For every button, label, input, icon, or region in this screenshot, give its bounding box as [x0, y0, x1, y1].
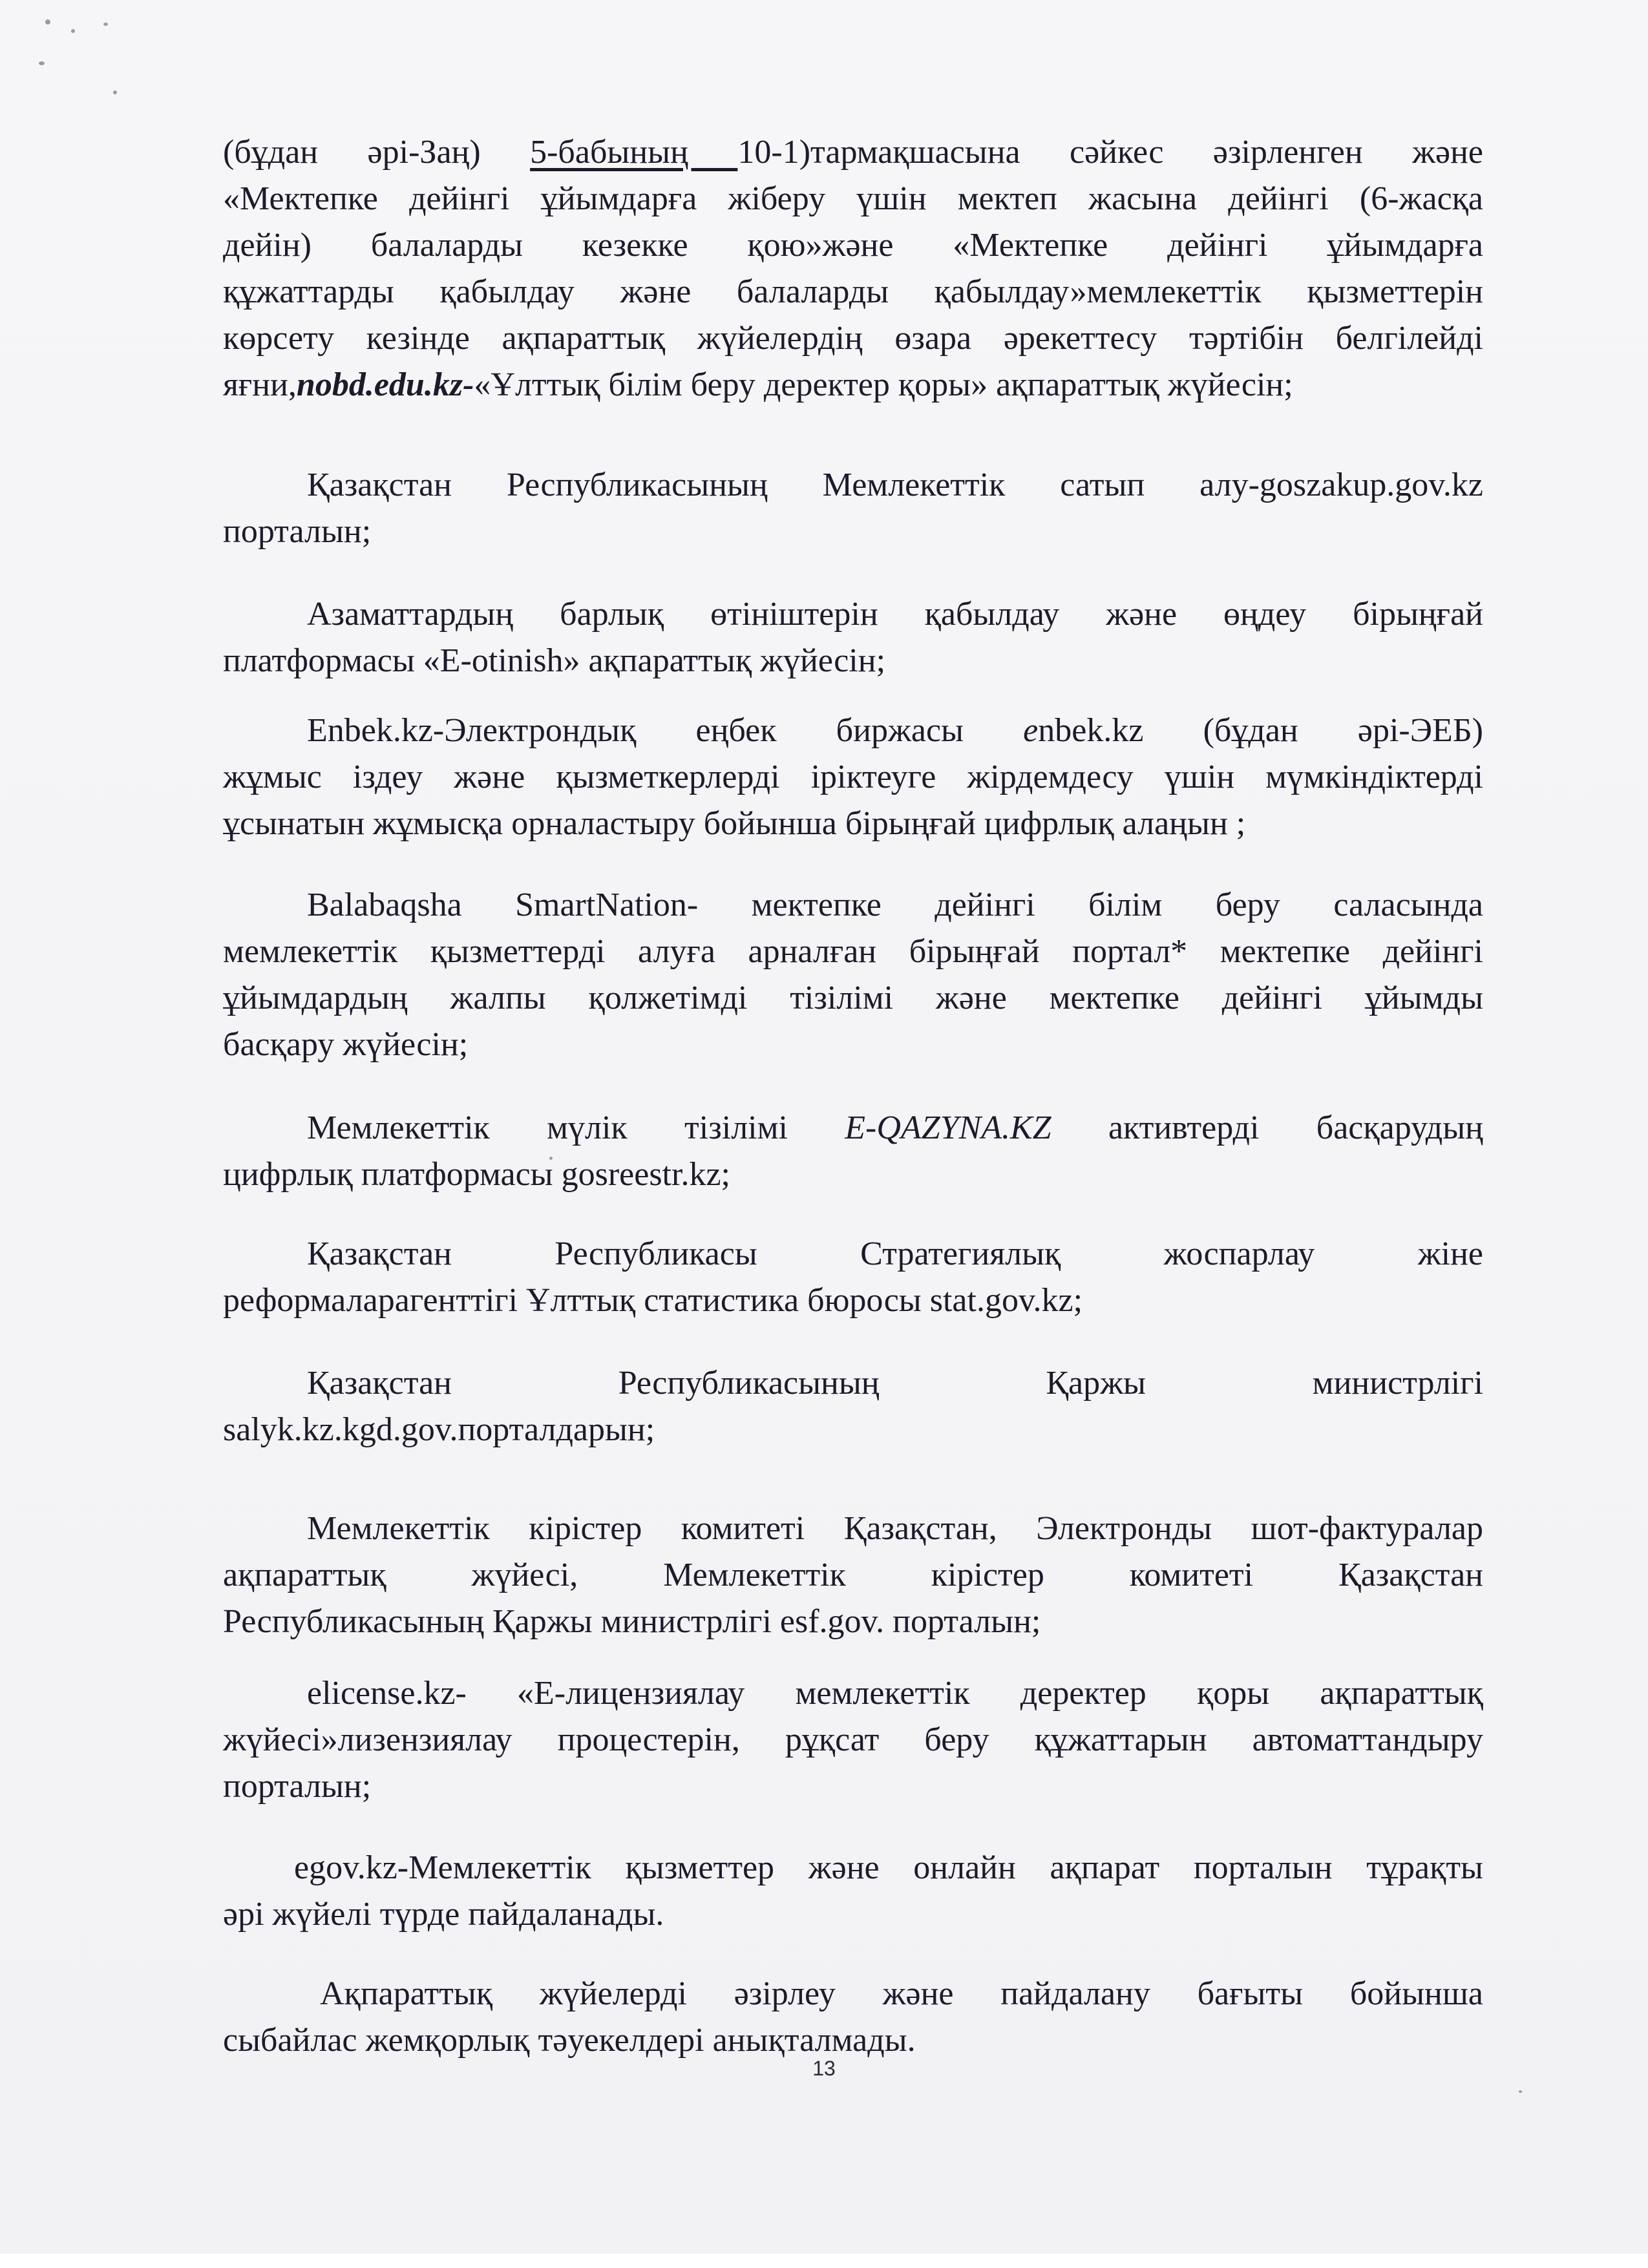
scan-speck — [71, 29, 75, 33]
text-line — [223, 591, 1483, 638]
text-run: Ақпараттық жүйелерді әзірлеу және пайдалану бағыты бойынша — [320, 1975, 1483, 2012]
text-run: Қазақстан Республикасының Мемлекеттік сатып алу-goszakup.gov.kz — [307, 467, 1483, 503]
text-line — [223, 1105, 1483, 1151]
text-run: Мемлекеттік мүлік тізілімі — [307, 1109, 845, 1146]
scan-speck — [45, 19, 50, 25]
text-run: Қазақстан Республикасы Стратегиялық жоспарлау жіне — [307, 1235, 1483, 1272]
page-number: 13 — [812, 2057, 836, 2080]
text-line — [223, 509, 1483, 555]
paragraph — [223, 1971, 1483, 2064]
text-line — [223, 222, 1483, 269]
text-line — [223, 315, 1483, 362]
text-line — [223, 754, 1483, 801]
page-bottom-edge — [0, 2254, 1648, 2268]
text-run: nbek.kz (бұдан әрі-ЭЕБ) — [1038, 712, 1484, 749]
text-run: мемлекеттік қызметтерді алуға арналған бірыңғай портал* мектепке дейінгі — [223, 933, 1483, 970]
text-line — [223, 1151, 1483, 1198]
text-run: платформасы «E-otinish» ақпараттық жүйесін; — [223, 642, 886, 679]
text-run: дейін) балаларды кезекке қою»және «Мектепке дейінгі ұйымдарға — [223, 227, 1483, 264]
text-line — [223, 638, 1483, 684]
text-run: яғни, — [223, 366, 297, 403]
text-run: реформаларагенттігі Ұлттық статистика бюросы stat.gov.kz; — [223, 1282, 1083, 1319]
text-line — [223, 1407, 1483, 1453]
text-run: жұмыс іздеу және қызметкерлерді іріктеуге жірдемдесу үшін мүмкіндіктерді — [223, 759, 1483, 795]
paragraph — [223, 882, 1483, 1068]
text-line — [223, 362, 1483, 408]
text-line — [223, 708, 1483, 754]
text-line — [223, 1717, 1483, 1763]
text-line — [223, 1599, 1483, 1645]
text-line — [223, 1360, 1483, 1407]
text-line — [223, 1763, 1483, 1810]
text-line — [223, 462, 1483, 509]
text-run: egov.kz-Мемлекеттік қызметтер және онлайн ақпарат порталын тұрақты — [294, 1849, 1483, 1886]
scan-speck — [113, 90, 117, 94]
paragraph — [223, 1231, 1483, 1324]
scan-speck — [39, 61, 45, 65]
text-line — [223, 1891, 1483, 1938]
text-line — [223, 2017, 1483, 2064]
paragraph — [223, 1105, 1483, 1198]
text-line — [223, 1845, 1483, 1891]
text-run: (бұдан әрі-Заң) — [223, 134, 531, 171]
scan-speck — [103, 23, 108, 26]
text-run: Азаматтардың барлық өтініштерін қабылдау және өңдеу бірыңғай — [307, 596, 1483, 633]
paragraph — [223, 1506, 1483, 1645]
text-line — [223, 1552, 1483, 1599]
text-run: цифрлық платформасы gosreestr.kz; — [223, 1156, 730, 1193]
text-line — [223, 1022, 1483, 1068]
text-line — [223, 1277, 1483, 1324]
paragraph — [223, 591, 1483, 684]
text-run: әрі жүйелі түрде пайдаланады. — [223, 1896, 664, 1933]
text-run: порталын; — [223, 513, 372, 550]
text-run: көрсету кезінде ақпараттық жүйелердің өзара әрекеттесу тәртібін белгілейді — [223, 320, 1483, 357]
text-run: сыбайлас жемқорлық тәуекелдері анықталмады. — [223, 2022, 916, 2059]
text-line — [223, 1971, 1483, 2017]
text-line — [223, 1231, 1483, 1277]
text-line — [223, 801, 1483, 847]
text-line — [223, 129, 1483, 176]
text-run: Мемлекеттік кірістер комитеті Қазақстан, Электронды шот-фактуралар — [307, 1510, 1483, 1547]
paragraph — [223, 462, 1483, 555]
text-run: Республикасының Қаржы министрлігі esf.gov. порталын; — [223, 1603, 1041, 1640]
text-run: E-QAZYNA.KZ — [845, 1109, 1051, 1146]
scan-speck — [1519, 2090, 1522, 2093]
text-run: elicense.kz- «Е-лицензиялау мемлекеттік деректер қоры ақпараттық — [307, 1675, 1483, 1712]
text-run: Қазақстан Республикасының Қаржы министрлігі — [307, 1365, 1483, 1402]
text-run: 5-бабының — [530, 134, 738, 171]
text-line — [223, 269, 1483, 315]
text-line — [223, 176, 1483, 222]
text-run: nobd.edu.kz- — [296, 366, 474, 403]
text-run: е — [1023, 712, 1039, 749]
paragraph — [223, 1845, 1483, 1938]
text-run: ақпараттық жүйесі, Мемлекеттік кірістер комитеті Қазақстан — [223, 1557, 1483, 1593]
text-run: Balabaqsha SmartNation- мектепке дейінгі білім беру саласында — [307, 887, 1483, 923]
text-run: басқару жүйесін; — [223, 1026, 469, 1063]
text-run: ұсынатын жұмысқа орналастыру бойынша бірыңғай цифрлық алаңын ; — [223, 805, 1246, 842]
text-line — [223, 975, 1483, 1022]
text-run: порталын; — [223, 1768, 372, 1805]
text-run: активтерді басқарудың — [1051, 1109, 1483, 1146]
paragraph — [223, 1670, 1483, 1810]
text-run: құжаттарды қабылдау және балаларды қабылдау»мемлекеттік қызметтерін — [223, 273, 1483, 310]
text-run: «Мектепке дейінгі ұйымдарға жіберу үшін мектеп жасына дейінгі (6-жасқа — [223, 180, 1483, 217]
text-run: salyk.kz.kgd.gov.порталдарын; — [223, 1411, 655, 1448]
text-line — [223, 929, 1483, 975]
paragraph — [223, 129, 1483, 408]
text-run: «Ұлттық білім беру деректер қоры» ақпараттық жүйесін; — [474, 366, 1293, 403]
text-line — [223, 1506, 1483, 1552]
text-line — [223, 1670, 1483, 1717]
text-run: жүйесі»лизензиялау процестерін, рұқсат беру құжаттарын автоматтандыру — [223, 1721, 1483, 1758]
paragraph — [223, 708, 1483, 847]
text-line — [223, 882, 1483, 929]
text-run: 10-1)тармақшасына сәйкес әзірленген және — [737, 134, 1483, 171]
paragraph — [223, 1360, 1483, 1453]
text-run: Enbek.kz-Электрондық еңбек биржасы — [307, 712, 1024, 749]
text-run: ұйымдардың жалпы қолжетімді тізілімі және мектепке дейінгі ұйымды — [223, 980, 1483, 1016]
